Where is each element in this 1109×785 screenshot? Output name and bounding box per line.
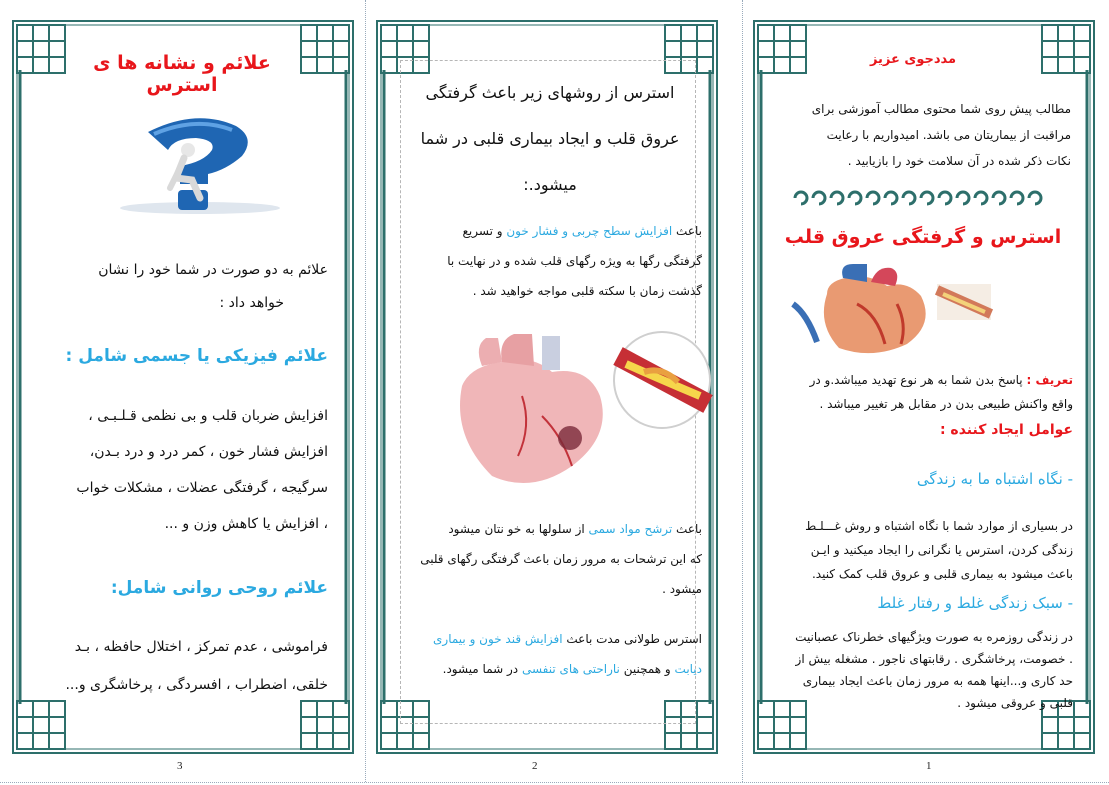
factor-1-heading: - نگاه اشتباه ما به زندگی (916, 470, 1073, 488)
text: پاسخ بدن شما به هر نوع تهدید میباشد.و در (809, 373, 1027, 387)
heart-artery-plaque-image (422, 326, 718, 492)
question-mark-figure-image (96, 108, 294, 216)
text: باعث (672, 224, 702, 238)
highlight: ترشح مواد سمی (588, 522, 673, 536)
greeting: مددجوی عزیز (869, 52, 957, 67)
bullet-blood-sugar (406, 624, 702, 684)
text-line: افزایش ضربان قلب و بی نظمی قـلـبـی ، (88, 408, 328, 424)
highlight: افزایش قند خون و بیماری (433, 632, 563, 646)
page-bottom-line (0, 782, 1109, 783)
text-line: باعث میشود به بیماری قلبی و عروق قلب کمک کنید. (811, 567, 1073, 581)
text-line: در زندگی روزمره به صورت ویژگیهای خطرناک عصبانیت (795, 630, 1073, 644)
text-line: واقع واکنش طبیعی بدن در مقابل هر تغییر میباشد . (819, 397, 1073, 411)
text: استرس طولانی مدت باعث (562, 632, 702, 646)
intro-text (42, 254, 328, 320)
highlight: دیابت (674, 662, 702, 676)
bullet-toxins (406, 514, 702, 604)
highlight: ناراحتی های تنفسی (521, 662, 620, 676)
page-number: 1 (926, 760, 932, 772)
panel-page-2 (376, 20, 718, 754)
text-line: گرفتگی رگها به ویژه رگهای قلب شده و در نهایت با (447, 254, 702, 268)
text-line: در بسیاری از موارد شما با نگاه اشتباه و روش غـــلـط (805, 519, 1073, 533)
page-number: 3 (177, 760, 183, 772)
fold-line (742, 0, 743, 782)
text: و تسریع (462, 224, 507, 238)
physical-symptoms-text (42, 398, 328, 542)
physical-symptoms-heading: علائم فیزیکی یا جسمی شامل : (65, 346, 328, 366)
text-line: فراموشی ، عدم تمرکز ، اختلال حافظه ، بـد (74, 639, 328, 655)
fold-line (365, 0, 366, 782)
text: و همچنین (619, 662, 675, 676)
definition-text (771, 368, 1073, 416)
text-line: حد کاری و...اینها همه به مرور زمان باعث ایجاد بیماری (802, 674, 1073, 688)
text-line: قلبی و عروقی میشود . (957, 696, 1073, 710)
text-line: خواهد داد : (219, 295, 284, 311)
panel-page-3 (12, 20, 354, 754)
factor-2-text (771, 626, 1073, 714)
text: از سلولها به خو نتان میشود (448, 522, 589, 536)
factors-heading: عوامل ایجاد کننده : (939, 422, 1073, 438)
text-line: علائم به دو صورت در شما خود را نشان (98, 262, 328, 278)
panel-title: استرس و گرفتگی عروق قلب (784, 226, 1062, 248)
text-line: خلقی، اضطراب ، افسردگی ، پرخاشگری و... (65, 677, 328, 693)
text-line: نکات ذکر شده در آن سلامت خود را بازیابید . (847, 154, 1071, 168)
panel-page-1 (753, 20, 1095, 754)
text-line: عروق قلب و ایجاد بیماری قلبی در شما (420, 129, 680, 148)
mental-symptoms-heading: علائم روحی روانی شامل: (110, 578, 328, 598)
highlight: افزایش سطح چربی و فشار خون (506, 224, 673, 238)
text-line: افزایش فشار خون ، کمر درد و درد بـدن، (89, 444, 328, 460)
text-line: میشود . (662, 582, 702, 596)
page-heading (410, 70, 690, 208)
text-line: ، افزایش یا کاهش وزن و ... (164, 516, 328, 532)
text-line: استرس از روشهای زیر باعث گرفتگی (425, 83, 675, 102)
text-line: که این ترشحات به مرور زمان باعث گرفتگی رگهای قلبی (420, 552, 702, 566)
panel-title: علائم و نشانه ها ی استرس (93, 52, 271, 96)
text-line: سرگیجه ، گرفتگی عضلات ، مشکلات خواب (76, 480, 328, 496)
bullet-fat-pressure (406, 216, 702, 306)
intro-text (771, 96, 1071, 174)
text-line: گذشت زمان با سکته قلبی مواجه خواهید شد . (472, 284, 702, 298)
text-line: میشود.: (523, 175, 577, 194)
text-line: . خصومت، پرخاشگری . رقابتهای ناجور . مشغله بیش از (795, 652, 1073, 666)
text: در شما میشود. (442, 662, 522, 676)
wave-ornament-icon (789, 186, 1051, 210)
text: باعث (672, 522, 702, 536)
factor-1-text (771, 514, 1073, 586)
mental-symptoms-text (42, 628, 328, 704)
text-line: مراقبت از بیماریتان می باشد. امیدواریم با رعایت (826, 128, 1071, 142)
page-number: 2 (532, 760, 538, 772)
factor-2-heading: - سبک زندگی غلط و رفتار غلط (877, 594, 1073, 612)
heart-anatomy-image (787, 264, 997, 356)
text-line: مطالب پیش روی شما محتوی مطالب آموزشی برای (811, 102, 1071, 116)
text-line: زندگی کردن، استرس یا نگرانی را ایجاد میکنید و ایـن (810, 543, 1073, 557)
definition-label: تعریف : (1026, 373, 1073, 387)
